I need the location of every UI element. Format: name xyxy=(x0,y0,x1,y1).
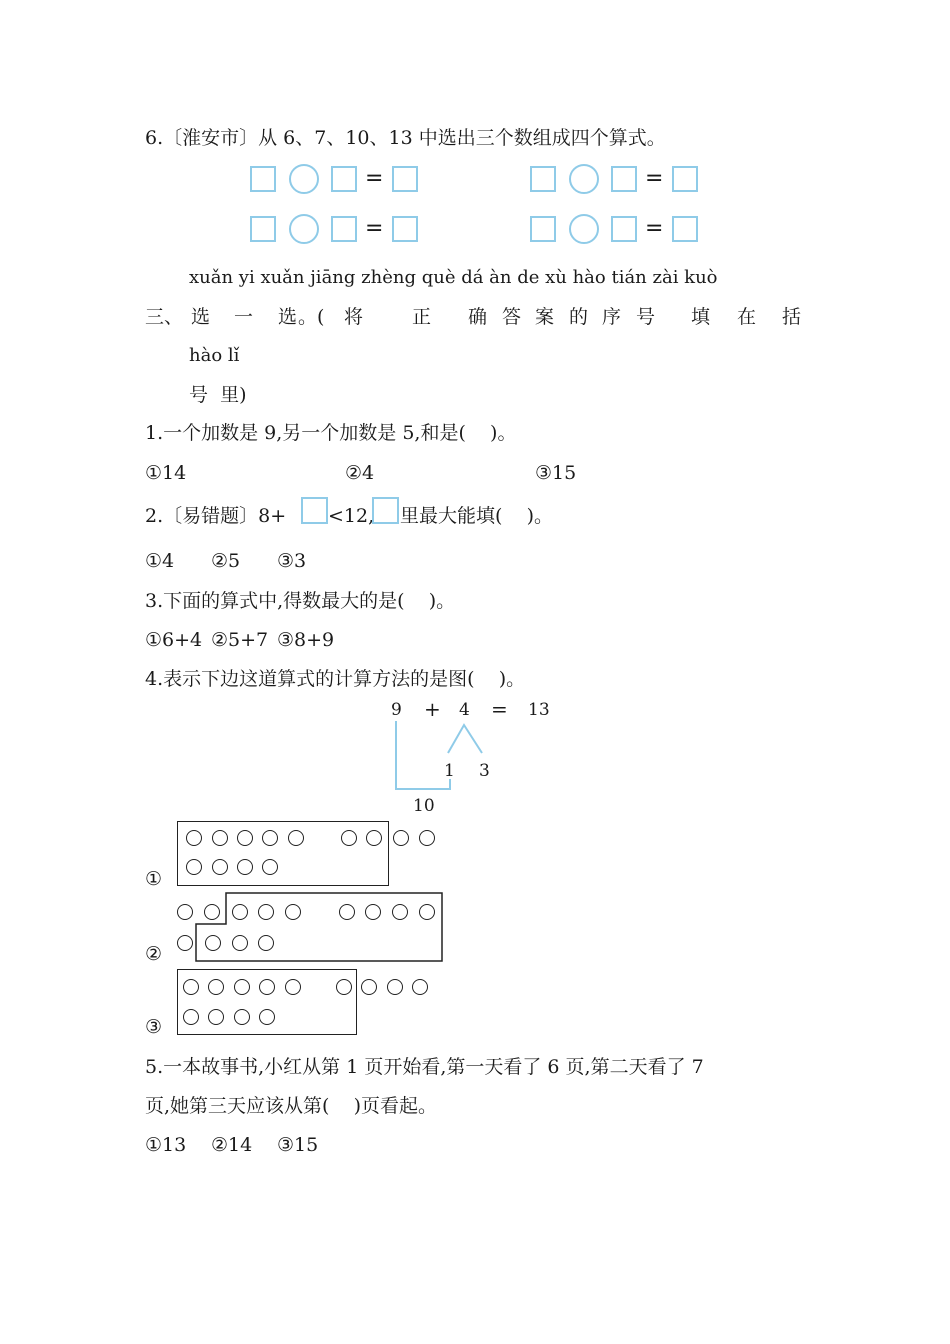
counter xyxy=(336,979,352,995)
p4-option-2-label[interactable]: ② xyxy=(145,943,163,965)
counter xyxy=(341,830,357,846)
answer-box[interactable] xyxy=(392,216,418,242)
counter xyxy=(237,830,253,846)
p3-option-1[interactable]: ①6+4 xyxy=(145,629,203,651)
addend-4: 4 xyxy=(459,700,470,720)
section3-heading-2: 号 里) xyxy=(189,384,247,406)
equals-sign: = xyxy=(365,216,384,241)
counter xyxy=(259,1009,275,1025)
counter xyxy=(361,979,377,995)
answer-box[interactable] xyxy=(392,166,418,192)
counter xyxy=(177,935,193,951)
heading-char: 一 xyxy=(234,306,254,328)
answer-box[interactable] xyxy=(331,166,357,192)
answer-box[interactable] xyxy=(611,216,637,242)
heading-char: 选 xyxy=(278,306,298,328)
counter xyxy=(365,904,381,920)
counter xyxy=(412,979,428,995)
heading-char: 的 xyxy=(569,306,589,328)
operator-circle[interactable] xyxy=(569,164,599,194)
counter xyxy=(204,904,220,920)
heading-char: 正 xyxy=(412,306,432,328)
counter xyxy=(208,979,224,995)
heading-char: 案 xyxy=(535,306,555,328)
answer-box[interactable] xyxy=(250,216,276,242)
counter xyxy=(212,859,228,875)
counter xyxy=(285,979,301,995)
counter xyxy=(285,904,301,920)
heading-char: 确 xyxy=(468,306,488,328)
answer-box[interactable] xyxy=(611,166,637,192)
section3-pinyin-2: hào lǐ xyxy=(189,345,240,366)
p2-option-3[interactable]: ③3 xyxy=(277,550,307,572)
operator-circle[interactable] xyxy=(289,214,319,244)
counter xyxy=(419,904,435,920)
p3-option-2[interactable]: ②5+7 xyxy=(211,629,269,651)
answer-box[interactable] xyxy=(672,166,698,192)
heading-char: 括 xyxy=(782,306,802,328)
counter xyxy=(258,935,274,951)
section3-pinyin: xuǎn yi xuǎn jiāng zhèng què dá àn de xù hào tián zài kuò xyxy=(189,267,718,288)
p2-question-a: 2.〔易错题〕8+ xyxy=(145,505,287,527)
p1-option-2[interactable]: ②4 xyxy=(345,462,375,484)
operator-circle[interactable] xyxy=(569,214,599,244)
p2-option-1[interactable]: ①4 xyxy=(145,550,175,572)
counter xyxy=(234,1009,250,1025)
answer-box[interactable] xyxy=(301,497,328,524)
equals-sign: = xyxy=(645,166,664,191)
p4-option-3-label[interactable]: ③ xyxy=(145,1016,163,1038)
counter xyxy=(234,979,250,995)
counter xyxy=(177,904,193,920)
p3-question: 3.下面的算式中,得数最大的是( )。 xyxy=(145,590,456,612)
counter xyxy=(186,830,202,846)
counter xyxy=(339,904,355,920)
counter xyxy=(212,830,228,846)
p2-question-b: <12, xyxy=(328,505,375,527)
counter xyxy=(183,1009,199,1025)
answer-box[interactable] xyxy=(530,166,556,192)
counter xyxy=(288,830,304,846)
p1-question: 1.一个加数是 9,另一个加数是 5,和是( )。 xyxy=(145,422,517,444)
equals-sign: = xyxy=(365,166,384,191)
result-13: 13 xyxy=(528,700,550,720)
split-1: 1 xyxy=(444,761,455,781)
answer-box[interactable] xyxy=(372,497,399,524)
p3-option-3[interactable]: ③8+9 xyxy=(277,629,335,651)
p2-question-c: 里最大能填( )。 xyxy=(400,505,553,527)
counter xyxy=(262,830,278,846)
heading-char: 选 xyxy=(191,306,211,328)
counter xyxy=(387,979,403,995)
ten-label: 10 xyxy=(413,796,435,816)
heading-char: 填 xyxy=(691,306,711,328)
counter xyxy=(186,859,202,875)
answer-box[interactable] xyxy=(250,166,276,192)
grouping-box-stepped xyxy=(190,890,446,966)
counter xyxy=(259,979,275,995)
heading-char: 号 xyxy=(636,306,656,328)
q6-text: 6.〔淮安市〕从 6、7、10、13 中选出三个数组成四个算式。 xyxy=(145,127,666,149)
counter xyxy=(392,904,408,920)
p5-option-1[interactable]: ①13 xyxy=(145,1134,187,1156)
decomposition-lines xyxy=(380,715,500,795)
answer-box[interactable] xyxy=(331,216,357,242)
p2-option-2[interactable]: ②5 xyxy=(211,550,241,572)
equals-sign: = xyxy=(645,216,664,241)
counter xyxy=(183,979,199,995)
heading-char: 三、 xyxy=(145,306,184,328)
p1-option-3[interactable]: ③15 xyxy=(535,462,577,484)
plus-sign: + xyxy=(424,697,441,721)
addend-9: 9 xyxy=(391,700,402,720)
p5-question-line-2: 页,她第三天应该从第( )页看起。 xyxy=(145,1095,438,1117)
heading-char: 序 xyxy=(602,306,622,328)
counter xyxy=(232,904,248,920)
heading-char: 答 xyxy=(502,306,522,328)
counter xyxy=(232,935,248,951)
counter xyxy=(237,859,253,875)
counter xyxy=(205,935,221,951)
heading-char: 。( xyxy=(298,306,325,328)
counter xyxy=(208,1009,224,1025)
p1-option-1[interactable]: ①14 xyxy=(145,462,187,484)
answer-box[interactable] xyxy=(672,216,698,242)
counter xyxy=(258,904,274,920)
counter xyxy=(366,830,382,846)
grouping-box xyxy=(177,821,389,886)
p5-option-2[interactable]: ②14 xyxy=(211,1134,253,1156)
p5-question-line-1: 5.一本故事书,小红从第 1 页开始看,第一天看了 6 页,第二天看了 7 xyxy=(145,1056,704,1078)
p4-question: 4.表示下边这道算式的计算方法的是图( )。 xyxy=(145,668,526,690)
p4-option-1-label[interactable]: ① xyxy=(145,868,163,890)
operator-circle[interactable] xyxy=(289,164,319,194)
heading-char: 在 xyxy=(737,306,757,328)
counter xyxy=(393,830,409,846)
split-3: 3 xyxy=(479,761,490,781)
counter xyxy=(262,859,278,875)
equals-sign: = xyxy=(491,697,508,721)
p5-option-3[interactable]: ③15 xyxy=(277,1134,319,1156)
heading-char: 将 xyxy=(344,306,364,328)
counter xyxy=(419,830,435,846)
answer-box[interactable] xyxy=(530,216,556,242)
